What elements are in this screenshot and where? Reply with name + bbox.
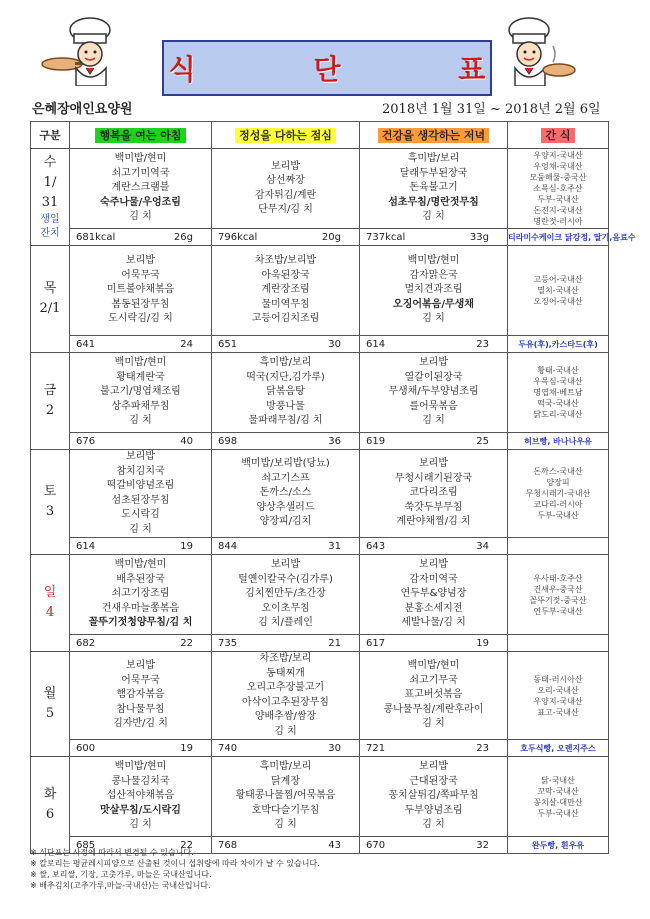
kcal-value: 844 xyxy=(218,540,238,552)
kcal-value: 698 xyxy=(218,435,238,447)
header-breakfast: 행복을 여는 아침 xyxy=(70,122,212,149)
snack-origins xyxy=(508,450,609,538)
menu-item: 오징어볶음/무생채 xyxy=(393,298,474,310)
menu-item: 닭계장 xyxy=(271,775,300,787)
protein-value: 40 xyxy=(180,435,193,447)
day-label-line: 토 xyxy=(43,484,57,499)
menu-item: 양장피/김치 xyxy=(259,516,312,528)
origin-item: 표고-국내산 xyxy=(537,707,579,717)
menu-item: 백미밥/현미 xyxy=(114,153,167,165)
menu-item: 무청시래기된장국 xyxy=(394,472,473,484)
breakfast-menu xyxy=(70,450,212,538)
menu-period: 2018년 1월 31일 ~ 2018년 2월 6일 xyxy=(382,102,601,117)
dinner-nutrition xyxy=(360,433,508,450)
lunch-menu xyxy=(212,450,360,538)
lunch-menu xyxy=(212,757,360,837)
breakfast-nutrition xyxy=(70,740,212,757)
menu-item: 방풍나물 xyxy=(266,400,305,412)
menu-item: 차조밥/보리 xyxy=(259,653,312,664)
menu-item: 어묵무국 xyxy=(121,269,160,281)
extra-snack: 호두식빵, 오렌지주스 xyxy=(508,740,609,757)
menu-item: 흑미밥/보리 xyxy=(259,761,312,773)
protein-value: 33g xyxy=(469,231,489,243)
menu-item: 달래두부된장국 xyxy=(399,167,468,179)
extra-snack xyxy=(508,538,609,555)
day-label-line: 수 xyxy=(43,155,57,170)
day-label xyxy=(31,652,70,757)
day-label-line: 금 xyxy=(43,383,57,398)
menu-item: 꽁치살튀김/쪽파무침 xyxy=(388,790,479,802)
dinner-menu xyxy=(360,450,508,538)
protein-value: 23 xyxy=(476,742,489,754)
menu-item: 고등어김치조림 xyxy=(251,313,320,325)
kcal-value: 651 xyxy=(218,338,238,350)
origin-item: 두부-국내산 xyxy=(537,511,579,520)
note-line: ※ 쌀, 보리쌀, 기장, 고춧가루, 마늘은 국내산입니다. xyxy=(30,870,212,879)
menu-item: 보리밥 xyxy=(419,559,448,571)
menu-item: 백미밥/현미 xyxy=(114,761,167,773)
menu-item: 참치김치국 xyxy=(116,465,165,477)
origin-item: 돈전지-국내산 xyxy=(533,206,583,215)
menu-item: 김 치 xyxy=(422,819,445,831)
dinner-menu xyxy=(360,246,508,336)
menu-item: 멸치견과조림 xyxy=(404,284,463,296)
menu-item: 섬초된장무침 xyxy=(111,494,170,506)
breakfast-menu xyxy=(70,555,212,635)
snack-origins xyxy=(508,757,609,837)
dinner-nutrition xyxy=(360,635,508,652)
header-day: 구분 xyxy=(31,122,70,149)
day-row xyxy=(31,149,609,229)
protein-value: 19 xyxy=(476,637,489,649)
kcal-value: 617 xyxy=(366,637,386,649)
lunch-menu xyxy=(212,149,360,229)
note-line: ※ 식단표는 사정에 따라서 변경될 수 있습니다. xyxy=(30,848,194,857)
day-label-line: 목 xyxy=(43,281,57,296)
origin-item: 동태-러시아산 xyxy=(533,674,583,684)
origin-item: 돈까스-국내산 xyxy=(533,467,583,476)
origin-item: 꼴뚜기젓-중국산 xyxy=(529,595,587,605)
protein-value: 19 xyxy=(180,540,193,552)
breakfast-nutrition xyxy=(70,635,212,652)
kcal-value: 735 xyxy=(218,637,238,649)
lunch-nutrition xyxy=(212,336,360,353)
origin-item: 우목심-국내산 xyxy=(533,377,583,386)
day-label xyxy=(31,555,70,652)
menu-item: 삼선짜장 xyxy=(266,175,305,186)
lunch-menu xyxy=(212,353,360,433)
origin-item: 무청시래기-국내산 xyxy=(525,489,591,498)
kcal-value: 740 xyxy=(218,742,238,754)
menu-item: 근대된장국 xyxy=(409,775,458,787)
menu-item: 김 치 xyxy=(422,415,445,427)
menu-item: 김 치 xyxy=(129,523,152,535)
menu-item: 감자미역국 xyxy=(409,573,458,585)
breakfast-nutrition xyxy=(70,433,212,450)
day-row xyxy=(31,652,609,740)
day-label-line: 5 xyxy=(45,706,55,721)
origin-item: 오리-국내산 xyxy=(537,685,579,695)
protein-value: 31 xyxy=(328,540,341,552)
menu-item: 보리밥 xyxy=(419,357,448,369)
menu-item: 연두부&양념장 xyxy=(400,588,467,600)
menu-item: 김자반/김 치 xyxy=(113,718,168,730)
menu-item: 봄동된장무침 xyxy=(111,298,170,310)
day-row xyxy=(31,757,609,837)
breakfast-menu xyxy=(70,757,212,837)
origin-item: 우양지-국내산 xyxy=(533,151,583,160)
origin-item: 떡국-국내산 xyxy=(537,399,579,408)
page-title: 식 단 표 xyxy=(168,53,540,86)
breakfast-nutrition xyxy=(70,538,212,555)
day-row xyxy=(31,353,609,433)
day-label xyxy=(31,246,70,353)
kcal-value: 619 xyxy=(366,435,386,447)
menu-item: 양상추샐러드 xyxy=(256,501,315,513)
nutrition-row xyxy=(31,740,609,757)
header-snack: 간 식 xyxy=(508,122,609,149)
dinner-menu xyxy=(360,757,508,837)
menu-table xyxy=(30,121,636,854)
menu-item: 흑미밥/보리 xyxy=(259,357,312,369)
menu-item: 보리밥 xyxy=(271,160,300,172)
protein-value: 25 xyxy=(476,435,489,447)
origin-item: 명엽채-베트남 xyxy=(533,388,583,397)
menu-item: 꼴뚜기젓청양무침/김 치 xyxy=(88,617,193,629)
chef-left-icon xyxy=(40,16,124,86)
origin-item: 양장피 xyxy=(546,478,570,487)
dinner-menu xyxy=(360,555,508,635)
lunch-nutrition xyxy=(212,433,360,450)
kcal-value: 682 xyxy=(76,637,96,649)
protein-value: 36 xyxy=(328,435,341,447)
dinner-nutrition xyxy=(360,538,508,555)
protein-value: 23 xyxy=(476,338,489,350)
extra-snack: 티라미수케이크 닭강정, 딸기,음료수 xyxy=(508,229,609,246)
menu-item: 김 치 xyxy=(129,211,152,223)
menu-item: 김 치 xyxy=(422,211,445,223)
origin-item: 우사태-호주산 xyxy=(533,573,583,583)
menu-item: 물미역무침 xyxy=(261,298,310,310)
nutrition-row xyxy=(31,635,609,652)
menu-item: 보리밥 xyxy=(126,451,155,462)
menu-item: 오리고추장불고기 xyxy=(246,682,325,693)
menu-item: 김 치 xyxy=(422,313,445,325)
day-label xyxy=(31,353,70,450)
menu-item: 감자튀김/계란 xyxy=(254,189,317,201)
origin-item: 우양지-국내산 xyxy=(533,696,583,706)
menu-item: 백미밥/현미 xyxy=(114,559,167,571)
day-label-line: 2/1 xyxy=(39,301,61,316)
day-label-line: 31 xyxy=(41,195,59,210)
menu-item: 차조밥/보리밥 xyxy=(254,255,317,267)
origin-item: 모둠해물-중국산 xyxy=(529,173,587,182)
menu-item: 양배추쌈/쌈장 xyxy=(254,711,317,722)
snack-origins xyxy=(508,652,609,740)
protein-value: 30 xyxy=(328,742,341,754)
day-label xyxy=(31,757,70,854)
day-label-line: 4 xyxy=(45,605,55,620)
menu-item: 떡갈비양념조림 xyxy=(106,480,175,491)
menu-item: 를어묵볶음 xyxy=(409,400,458,412)
kcal-value: 796kcal xyxy=(218,231,258,243)
origin-item: 코다리-러시아 xyxy=(533,500,583,509)
day-label-line: 2 xyxy=(45,403,55,418)
menu-item: 보리밥 xyxy=(126,660,155,672)
kcal-value: 681kcal xyxy=(76,231,116,243)
menu-item: 보리밥 xyxy=(419,458,448,470)
protein-value: 30 xyxy=(328,338,341,350)
breakfast-nutrition xyxy=(70,336,212,353)
menu-item: 김 치 xyxy=(274,725,297,737)
menu-item: 상추파채무침 xyxy=(111,400,170,412)
note-line: ※ 칼로리는 평균레시피양으로 산출된 것이니 섭취량에 따라 차이가 날 수 있습니다. xyxy=(30,859,320,868)
kcal-value: 685 xyxy=(76,839,96,851)
origin-item: 오징어-국내산 xyxy=(533,297,583,306)
lunch-menu xyxy=(212,555,360,635)
day-label-line: 3 xyxy=(45,504,55,519)
lunch-menu xyxy=(212,652,360,740)
day-label-line: 화 xyxy=(43,787,57,802)
menu-item: 백미밥/현미 xyxy=(114,357,167,369)
snack-origins xyxy=(508,246,609,336)
header-dinner: 건강을 생각하는 저녁 xyxy=(360,122,508,149)
kcal-value: 670 xyxy=(366,839,386,851)
protein-value: 19 xyxy=(180,742,193,754)
menu-item: 김 치 xyxy=(129,819,152,831)
menu-item: 보리밥 xyxy=(271,559,300,571)
header-row xyxy=(31,122,609,149)
protein-value: 22 xyxy=(180,839,193,851)
origin-item: 멸치-국내산 xyxy=(537,286,579,295)
special-event-label: 생일 xyxy=(40,214,60,225)
nutrition-row xyxy=(31,538,609,555)
protein-value: 22 xyxy=(180,637,193,649)
breakfast-nutrition xyxy=(70,229,212,246)
day-row xyxy=(31,246,609,336)
day-label-line: 6 xyxy=(45,807,55,822)
menu-item: 아삭이고추된장무침 xyxy=(242,696,329,708)
menu-item: 맛살무침/도시락김 xyxy=(100,804,181,816)
origin-item: 닭-국내산 xyxy=(541,775,575,785)
origin-item: 우엉채-국내산 xyxy=(533,162,583,171)
snack-origins xyxy=(508,353,609,433)
kcal-value: 641 xyxy=(76,338,96,350)
menu-item: 보리밥 xyxy=(126,255,155,267)
kcal-value: 676 xyxy=(76,435,96,447)
dinner-nutrition xyxy=(360,837,508,854)
menu-item: 계란장조림 xyxy=(261,284,310,296)
menu-item: 백미밥/현미 xyxy=(407,660,460,672)
menu-item: 호박다슬기무침 xyxy=(251,804,320,816)
menu-item: 돈육불고기 xyxy=(409,182,458,194)
day-label-line: 월 xyxy=(43,686,57,701)
kcal-value: 600 xyxy=(76,742,96,754)
special-event-label: 잔치 xyxy=(40,228,60,239)
protein-value: 34 xyxy=(476,540,489,552)
menu-item: 도시락김/김 치 xyxy=(108,313,173,325)
kcal-value: 614 xyxy=(76,540,96,552)
day-label xyxy=(31,149,70,246)
origin-item: 연두부-국내산 xyxy=(533,606,583,616)
menu-item: 쇠고기미역국 xyxy=(111,167,170,179)
origin-item: 건새우-중국산 xyxy=(533,584,583,594)
menu-body xyxy=(31,149,636,854)
note-line: ※ 배추김치(고추가루,마늘-국내산)는 국내산입니다. xyxy=(30,881,211,890)
dinner-menu xyxy=(360,353,508,433)
protein-value: 21 xyxy=(328,637,341,649)
origin-item: 황태-국내산 xyxy=(537,366,579,375)
extra-snack: 두유(후),카스타드(후) xyxy=(508,336,609,353)
kcal-value: 737kcal xyxy=(366,231,406,243)
menu-item: 김 치/플레인 xyxy=(258,617,313,629)
breakfast-menu xyxy=(70,149,212,229)
menu-item: 햄감자볶음 xyxy=(116,689,165,701)
nutrition-row xyxy=(31,433,609,450)
notes xyxy=(30,847,320,891)
menu-item: 섭산적야채볶음 xyxy=(106,790,175,802)
breakfast-menu xyxy=(70,353,212,433)
menu-item: 물파래무침/김 치 xyxy=(248,415,323,427)
menu-item: 섬초무침/명란젓무침 xyxy=(388,196,479,208)
page-title-box xyxy=(162,40,540,96)
menu-item: 콩나물무침/계란후라이 xyxy=(383,703,484,715)
dinner-menu xyxy=(360,149,508,229)
dinner-nutrition xyxy=(360,229,508,246)
menu-item: 황태계란국 xyxy=(116,371,165,383)
snack-origins xyxy=(508,149,609,229)
nutrition-row xyxy=(31,229,609,246)
menu-item: 김 치 xyxy=(422,718,445,730)
origin-item: 꽁치살-대만산 xyxy=(533,797,583,807)
origin-item: 명란젓-러시아 xyxy=(533,217,583,226)
breakfast-menu xyxy=(70,246,212,336)
protein-value: 20g xyxy=(321,231,341,243)
lunch-nutrition xyxy=(212,635,360,652)
menu-item: 돈까스/소스 xyxy=(259,487,312,499)
origin-item: 꼬막-국내산 xyxy=(537,786,579,796)
protein-value: 24 xyxy=(180,338,193,350)
menu-item: 계란야채찜/김 치 xyxy=(396,516,471,528)
dinner-nutrition xyxy=(360,740,508,757)
lunch-nutrition xyxy=(212,229,360,246)
nutrition-row xyxy=(31,336,609,353)
menu-item: 떡국(지단,김가루) xyxy=(246,371,325,383)
menu-item: 쇠고기스프 xyxy=(261,472,310,484)
origin-item: 닭도리-국내산 xyxy=(533,410,583,419)
kcal-value: 721 xyxy=(366,742,386,754)
menu-item: 도시락김 xyxy=(121,509,160,520)
kcal-value: 614 xyxy=(366,338,386,350)
lunch-menu xyxy=(212,246,360,336)
menu-item: 콩나물김치국 xyxy=(111,775,170,787)
menu-item: 숙주나물/우엉조림 xyxy=(100,196,181,208)
menu-item: 흑미밥/보리 xyxy=(407,153,460,165)
extra-snack xyxy=(508,635,609,652)
kcal-value: 768 xyxy=(218,839,238,851)
menu-item: 백미밥/현미 xyxy=(407,255,460,267)
origin-item: 고등어-국내산 xyxy=(533,275,583,284)
menu-item: 세발나물/김 치 xyxy=(401,617,466,629)
kcal-value: 643 xyxy=(366,540,386,552)
menu-item: 배추된장국 xyxy=(116,573,165,585)
origin-item: 두부-국내산 xyxy=(537,808,579,818)
menu-item: 무생채/두부양념조림 xyxy=(388,386,479,398)
day-row xyxy=(31,450,609,538)
menu-item: 김 치 xyxy=(129,415,152,427)
menu-item: 쇠고기무국 xyxy=(409,674,458,686)
snack-origins xyxy=(508,555,609,635)
day-row xyxy=(31,555,609,635)
protein-value: 43 xyxy=(328,839,341,851)
menu-item: 계란스크램블 xyxy=(111,182,170,194)
menu-item: 동태찌개 xyxy=(266,667,305,679)
menu-item: 미트볼야채볶음 xyxy=(106,284,175,296)
menu-item: 분홍소세지전 xyxy=(404,602,463,614)
header-lunch: 정성을 다하는 점심 xyxy=(212,122,360,149)
dinner-nutrition xyxy=(360,336,508,353)
menu-item: 닭볶음탕 xyxy=(266,386,305,398)
menu-item: 털옌이칼국수(김가루) xyxy=(238,573,333,585)
menu-item: 쑥갓두부무침 xyxy=(404,501,463,513)
menu-item: 김 치 xyxy=(274,819,297,831)
menu-item: 두부양념조림 xyxy=(404,804,463,816)
day-label-line: 일 xyxy=(43,585,57,600)
menu-item: 단무지/김 치 xyxy=(258,204,313,215)
protein-value: 26g xyxy=(173,231,193,243)
lunch-nutrition xyxy=(212,538,360,555)
facility-name: 은혜장애인요양원 xyxy=(32,102,133,117)
lunch-nutrition xyxy=(212,740,360,757)
menu-item: 표고버섯볶음 xyxy=(404,689,463,701)
menu-item: 참나물무침 xyxy=(116,703,165,715)
origin-item: 소목심-호주산 xyxy=(533,184,583,193)
menu-item: 건새우마늘쫑볶음 xyxy=(101,602,180,614)
menu-item: 어묵무국 xyxy=(121,674,160,686)
menu-item: 오이초무침 xyxy=(261,602,310,614)
origin-item: 두부-국내산 xyxy=(537,195,579,204)
day-label xyxy=(31,450,70,555)
menu-item: 코다리조림 xyxy=(409,487,458,499)
menu-item: 김치찐만두/초간장 xyxy=(245,588,326,600)
dinner-menu xyxy=(360,652,508,740)
extra-snack: 완두빵, 흰우유 xyxy=(508,837,609,854)
menu-item: 열갈이된장국 xyxy=(404,371,463,383)
menu-item: 쇠고기장조림 xyxy=(111,588,170,600)
menu-item: 아욱된장국 xyxy=(261,269,310,281)
protein-value: 32 xyxy=(476,839,489,851)
extra-snack: 허브빵, 바나나우유 xyxy=(508,433,609,450)
menu-item: 보리밥 xyxy=(419,761,448,773)
menu-item: 황태콩나물찜/어묵볶음 xyxy=(235,790,336,802)
breakfast-menu xyxy=(70,652,212,740)
menu-item: 백미밥/보리밥(당뇨) xyxy=(241,458,330,470)
menu-item: 감자맑은국 xyxy=(409,269,458,281)
menu-item: 불고기/명엽채조림 xyxy=(100,386,181,398)
day-label-line: 1/ xyxy=(43,175,57,190)
